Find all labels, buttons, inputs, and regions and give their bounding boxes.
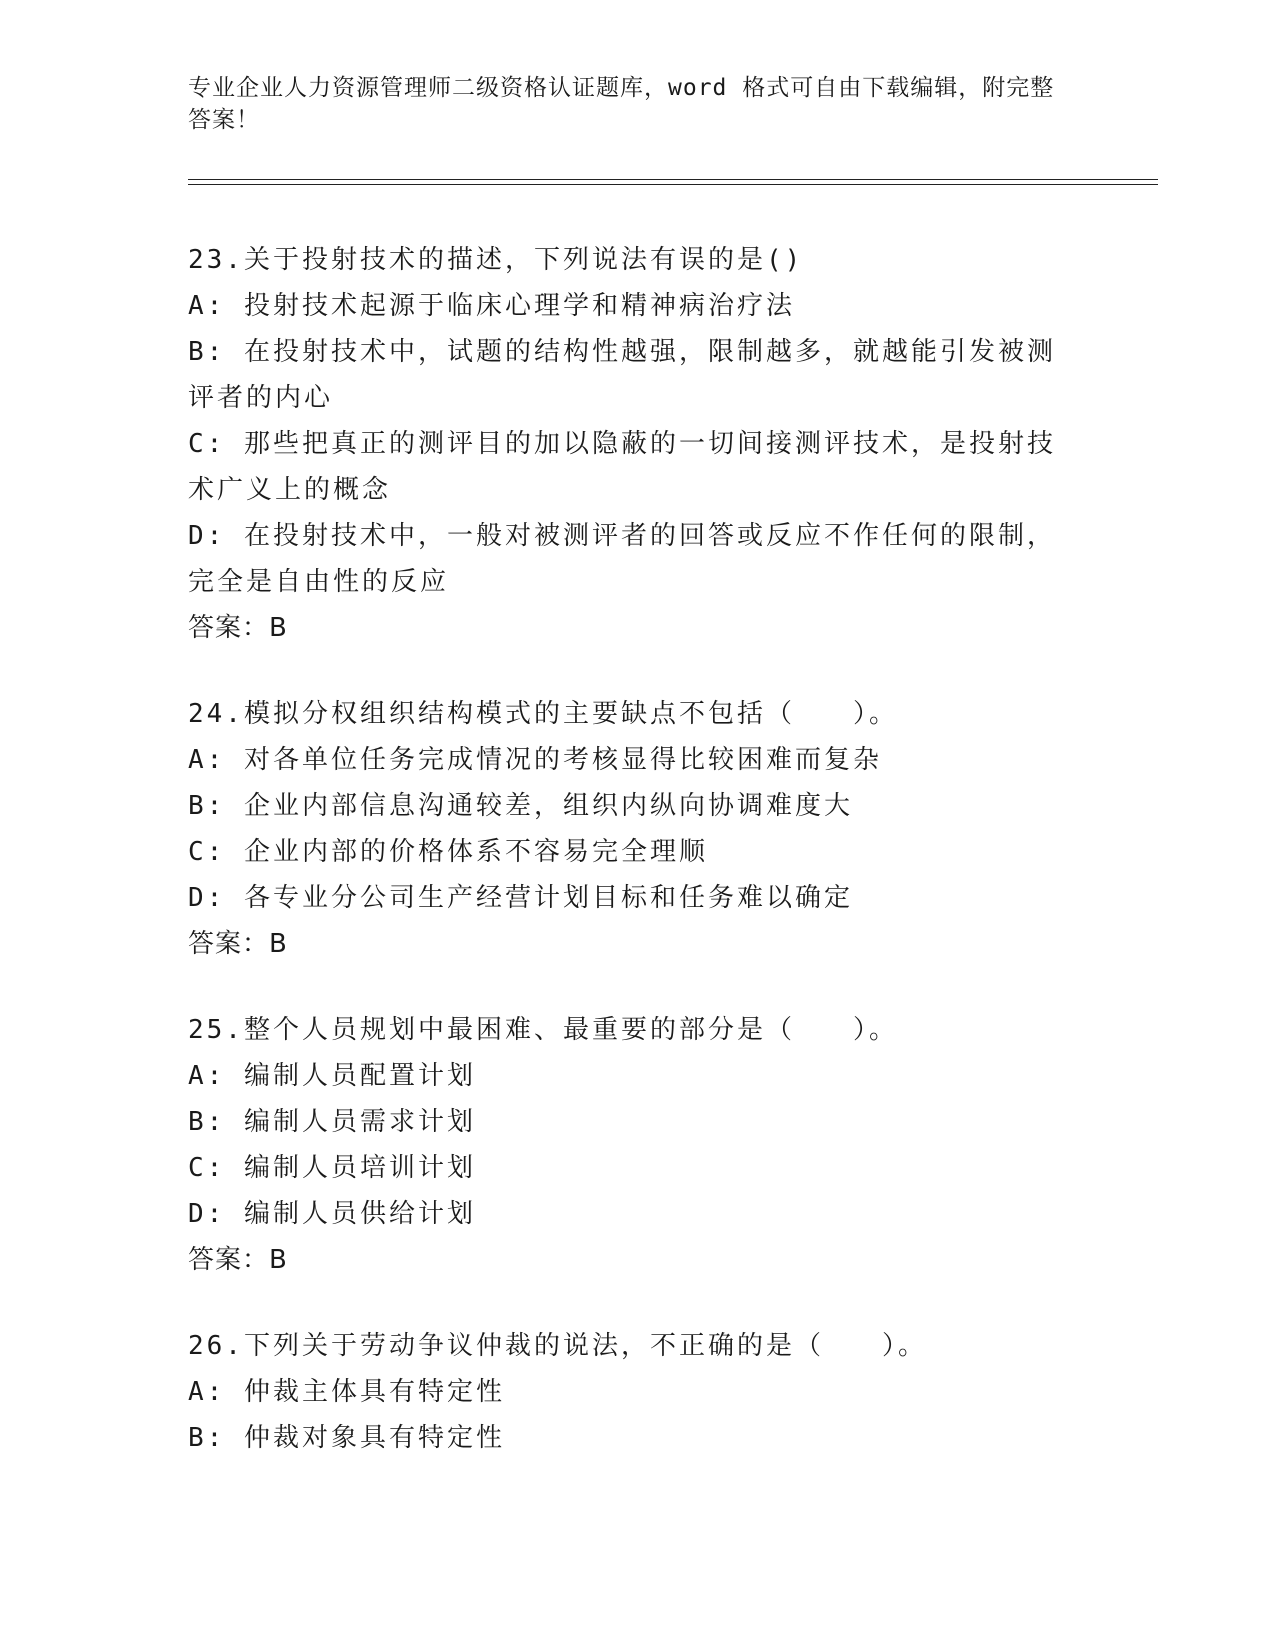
option-d: D: 在投射技术中，一般对被测评者的回答或反应不作任何的限制，完全是自由性的反应 bbox=[188, 521, 1056, 597]
header-rule-bottom bbox=[188, 184, 1158, 185]
question-26 bbox=[188, 1323, 1078, 1461]
question-23 bbox=[188, 237, 1078, 651]
option-c: C: 企业内部的价格体系不容易完全理顺 bbox=[188, 837, 708, 867]
question-list bbox=[188, 237, 1078, 1501]
option-d: D: 各专业分公司生产经营计划目标和任务难以确定 bbox=[188, 883, 853, 913]
option-b: B: 在投射技术中，试题的结构性越强，限制越多，就越能引发被测评者的内心 bbox=[188, 337, 1056, 413]
option-d: D: 编制人员供给计划 bbox=[188, 1199, 476, 1229]
document-header: 专业企业人力资源管理师二级资格认证题库，word 格式可自由下载编辑，附完整答案！ bbox=[188, 75, 1055, 133]
option-a: A: 对各单位任务完成情况的考核显得比较困难而复杂 bbox=[188, 745, 882, 775]
header-rule-top bbox=[188, 179, 1158, 180]
question-stem: 23.关于投射技术的描述，下列说法有误的是() bbox=[188, 245, 804, 275]
question-24 bbox=[188, 691, 1078, 967]
option-a: A: 编制人员配置计划 bbox=[188, 1061, 476, 1091]
answer: 答案：B bbox=[188, 929, 288, 959]
answer: 答案：B bbox=[188, 1245, 288, 1275]
answer: 答案：B bbox=[188, 613, 288, 643]
option-c: C: 编制人员培训计划 bbox=[188, 1153, 476, 1183]
option-a: A: 仲裁主体具有特定性 bbox=[188, 1377, 505, 1407]
question-25 bbox=[188, 1007, 1078, 1283]
option-b: B: 企业内部信息沟通较差，组织内纵向协调难度大 bbox=[188, 791, 853, 821]
question-stem: 24.模拟分权组织结构模式的主要缺点不包括（ ）。 bbox=[188, 699, 898, 729]
option-a: A: 投射技术起源于临床心理学和精神病治疗法 bbox=[188, 291, 795, 321]
question-stem: 26.下列关于劳动争议仲裁的说法，不正确的是（ ）。 bbox=[188, 1331, 927, 1361]
question-stem: 25.整个人员规划中最困难、最重要的部分是（ ）。 bbox=[188, 1015, 898, 1045]
option-b: B: 仲裁对象具有特定性 bbox=[188, 1423, 505, 1453]
option-b: B: 编制人员需求计划 bbox=[188, 1107, 476, 1137]
option-c: C: 那些把真正的测评目的加以隐蔽的一切间接测评技术，是投射技术广义上的概念 bbox=[188, 429, 1056, 505]
